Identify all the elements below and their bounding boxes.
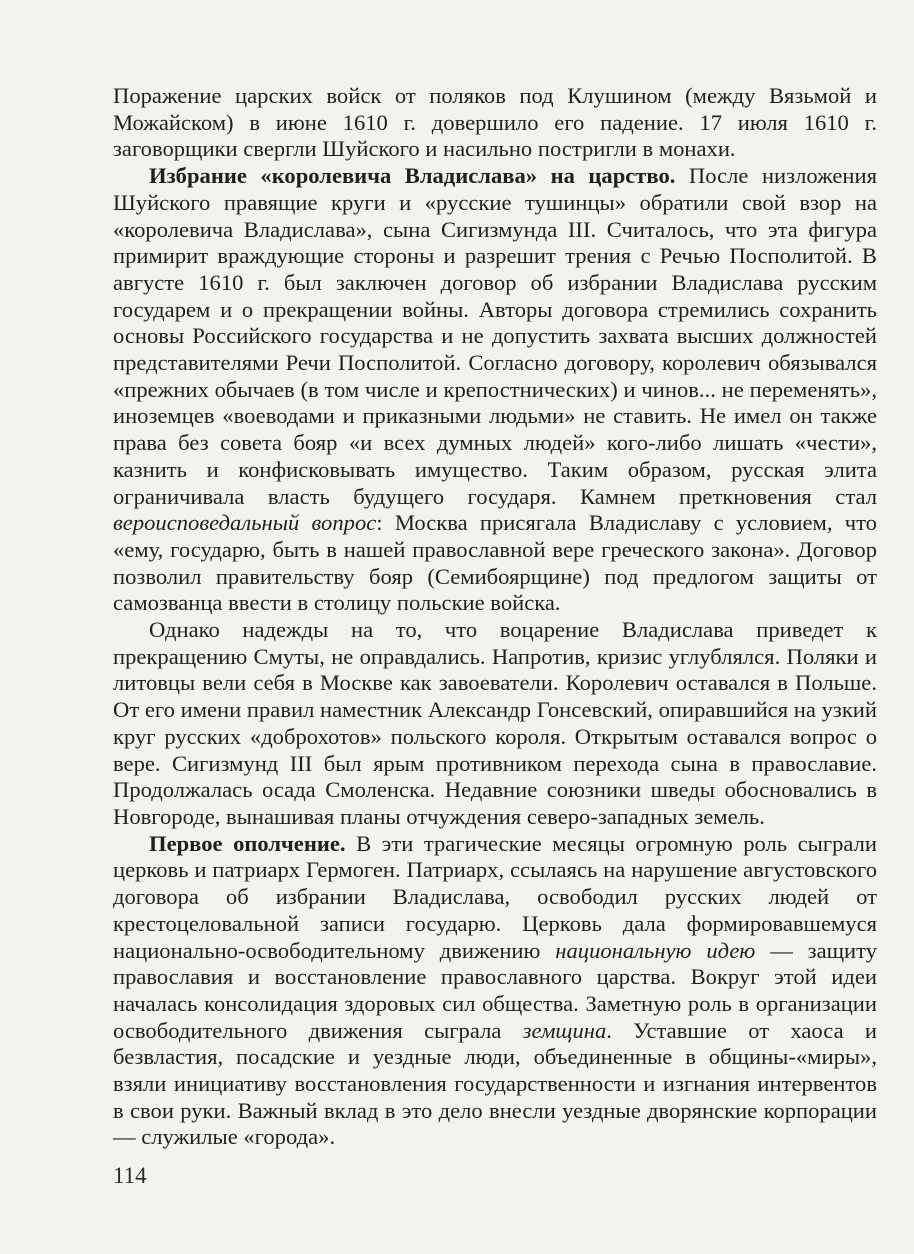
page-body [113, 83, 877, 1193]
paragraph-crisis [113, 617, 877, 831]
section-heading-vladislav: Избрание «королевича Владислава» на царство. [149, 163, 676, 189]
italic-term: земщина [522, 1017, 607, 1043]
paragraph-text: — защиту православия и восстановление православного царства. Вокруг этой идеи началась консолидация здоровых сил общества. Заметную роль в организации освободительного движения сыграла [113, 937, 877, 1043]
section-heading-first-militia: Первое ополчение. [149, 830, 346, 856]
italic-term: национальную идею [555, 937, 756, 963]
page-number: 114 [113, 1163, 147, 1188]
paragraph-text: После низложения Шуйского правящие круги и «русские тушинцы» обратили свой взор на «королевича Владислава», сына Сигизмунда III. Считалось, что эта фигура примирит враждующие стороны и разрешит трения с Речью Посполитой. В августе 1610 г. был заключен договор об избрании Владислава русским государем и о прекращении войны. Авторы договора стремились сохранить основы Российского государства и не допустить захвата высших должностей представителями Речи Посполитой. Согласно договору, королевич обязывался «прежних обычаев (в том числе и крепостнических) и чинов... не переменять», иноземцев «воеводами и приказными людьми» не ставить. Не имел он также права без совета бояр «и всех думных людей» кого-либо лишать «чести», казнить и конфисковывать имущество. Таким образом, русская элита ограничивала власть будущего государя. Камнем преткновения стал [113, 163, 877, 509]
paragraph-text: : Москва присягала Владиславу с условием, что «ему, государю, быть в нашей православной вере греческого закона». Договор позволил правительству бояр (Семибоярщине) под предлогом защиты от самозванца ввести в столицу польские войска. [113, 510, 877, 616]
paragraph-text: Однако надежды на то, что воцарение Владислава приведет к прекращению Смуты, не оправдались. Напротив, кризис углублялся. Поляки и литовцы вели себя в Москве как завоеватели. Королевич оставался в Польше. От его имени правил наместник Александр Гонсевский, опиравшийся на узкий круг русских «доброхотов» польского короля. Открытым оставался вопрос о вере. Сигизмунд III был ярым противником перехода сына в православие. Продолжалась осада Смоленска. Недавние союзники шведы обосновались в Новгороде, вынашивая планы отчуждения северо-западных земель. [113, 617, 877, 829]
paragraph-text: В эти трагические месяцы огромную роль сыграли церковь и патриарх Гермоген. Патриарх, ссылаясь на нарушение августовского договора об избрании Владислава, освободил русских людей от крестоцеловальной записи государю. Церковь дала формировавшемуся национально-освободительному движению [113, 830, 877, 963]
paragraph-text: . Уставшие от хаоса и безвластия, посадские и уездные люди, объединенные в общины-«миры», взяли инициативу восстановления государственности и изгнания интервентов в свои руки. Важный вклад в это дело внесли уездные дворянские корпорации — служилые «города». [113, 1017, 877, 1150]
paragraph-first-militia [113, 831, 877, 1151]
italic-term: вероисповедальный вопрос [113, 510, 377, 536]
paragraph-vladislav-election [113, 163, 877, 617]
paragraph-klushino [113, 83, 877, 163]
paragraph-text: Поражение царских войск от поляков под Клушином (между Вязьмой и Можайском) в июне 1610 г. довершило его падение. 17 июля 1610 г. заговорщики свергли Шуйского и насильно постригли в монахи. [113, 83, 877, 162]
